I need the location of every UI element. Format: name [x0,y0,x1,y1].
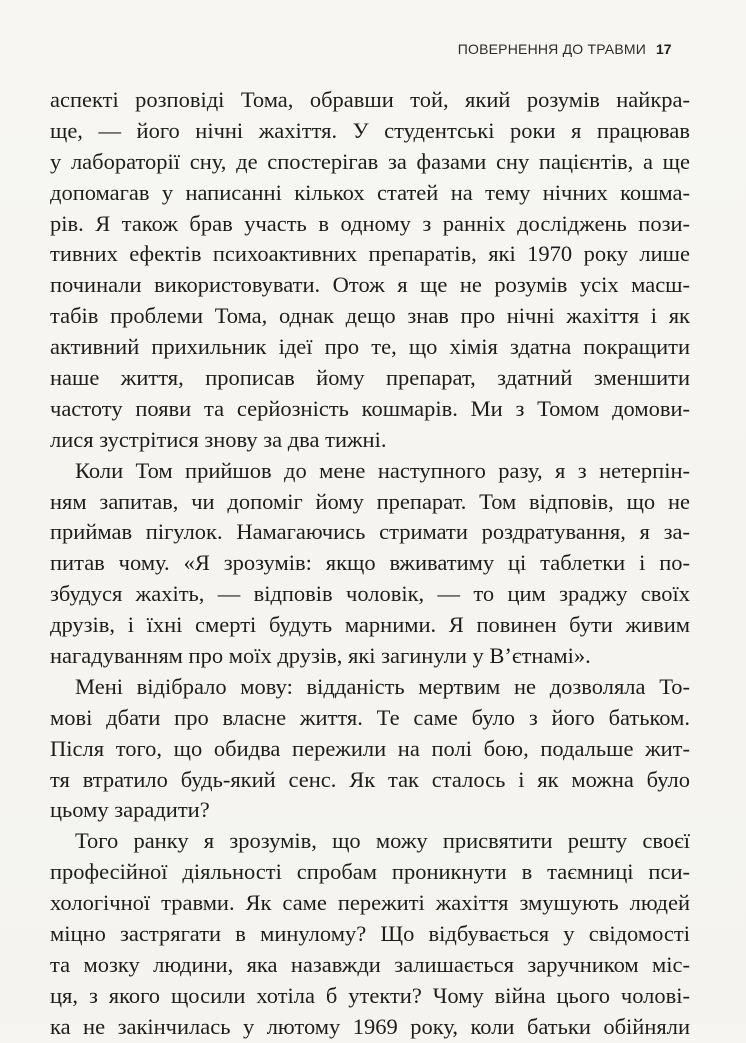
text-line: табів проблеми Тома, однак дещо знав про нічні жахіття і як [50,303,690,329]
text-line: аспекті розповіді Тома, обравши той, який розумів найкра- [50,87,690,112]
text-line: нагадуванням про моїх друзів, які загинули у В’єтнамі». [50,643,591,669]
text-line: Мені відібрало мову: відданість мертвим не дозволяла То- [75,673,690,699]
text-line: тивних ефектів психоактивних препаратів, які 1970 року лише [50,241,690,267]
text-line: приймав пігулок. Намагаючись стримати роздратування, я за- [50,519,690,545]
text-line: ця, з якого щосили хотіла б утекти? Чому війна цього чолові- [50,982,690,1008]
text-line: починали використовувати. Отож я ще не розумів усіх масш- [50,272,690,298]
running-head: ПОВЕРНЕННЯ ДО ТРАВМИ [457,41,646,57]
text-line: тя втратило будь-який сенс. Як так сталось і як можна було [50,766,690,792]
text-line: Коли Том прийшов до мене наступного разу, я з нетерпін- [75,457,690,483]
text-line: Після того, що обидва пережили на полі бою, подальше жит- [50,735,690,761]
text-line: ще, — його нічні жахіття. У студентські роки я працював [50,117,690,143]
text-line: мові дбати про власне життя. Те саме було з його батьком. [50,704,690,730]
text-line: професійної діяльності спробам проникнути в таємниці пси- [50,859,690,885]
page-number-text: 17 [656,41,672,57]
text-line: ням запитав, чи допоміг йому препарат. Том відповів, що не [50,488,690,514]
text-line: допомагав у написанні кількох статей на тему нічних кошма- [50,179,690,205]
text-line: та мозку людини, яка назавжди залишається заручником міс- [50,951,690,977]
body-text [50,85,690,1043]
text-line: міцно застрягати в минулому? Що відбувається у свідомості [50,921,690,947]
text-line: частоту появи та серйозність кошмарів. Ми з Томом домови- [50,395,690,421]
text-line: цьому зарадити? [50,797,210,823]
text-line: хологічної травми. Як саме пережиті жахіття змушують людей [50,890,690,916]
text-line: питав чому. «Я зрозумів: якщо вживатиму ці таблетки і по- [50,550,690,576]
text-line: друзів, і їхні смерті будуть марними. Я повинен бути живим [50,612,690,638]
text-line: збудуся жахіть, — відповів чоловік, — то цим зраджу своїх [50,581,690,607]
text-line: у лабораторії сну, де спостерігав за фазами сну пацієнтів, а ще [50,148,690,174]
text-line: активний прихильник ідеї про те, що хімія здатна покращити [50,334,690,360]
text-line: лися зустрітися знову за два тижні. [50,426,387,452]
text-line: рів. Я також брав участь в одному з ранніх досліджень пози- [50,210,690,236]
text-line: наше життя, прописав йому препарат, здатний зменшити [50,365,690,391]
text-line: Того ранку я зрозумів, що можу присвятити решту своєї [75,828,690,854]
text-line: ка не закінчилась у лютому 1969 року, коли батьки обійняли [50,1013,690,1039]
